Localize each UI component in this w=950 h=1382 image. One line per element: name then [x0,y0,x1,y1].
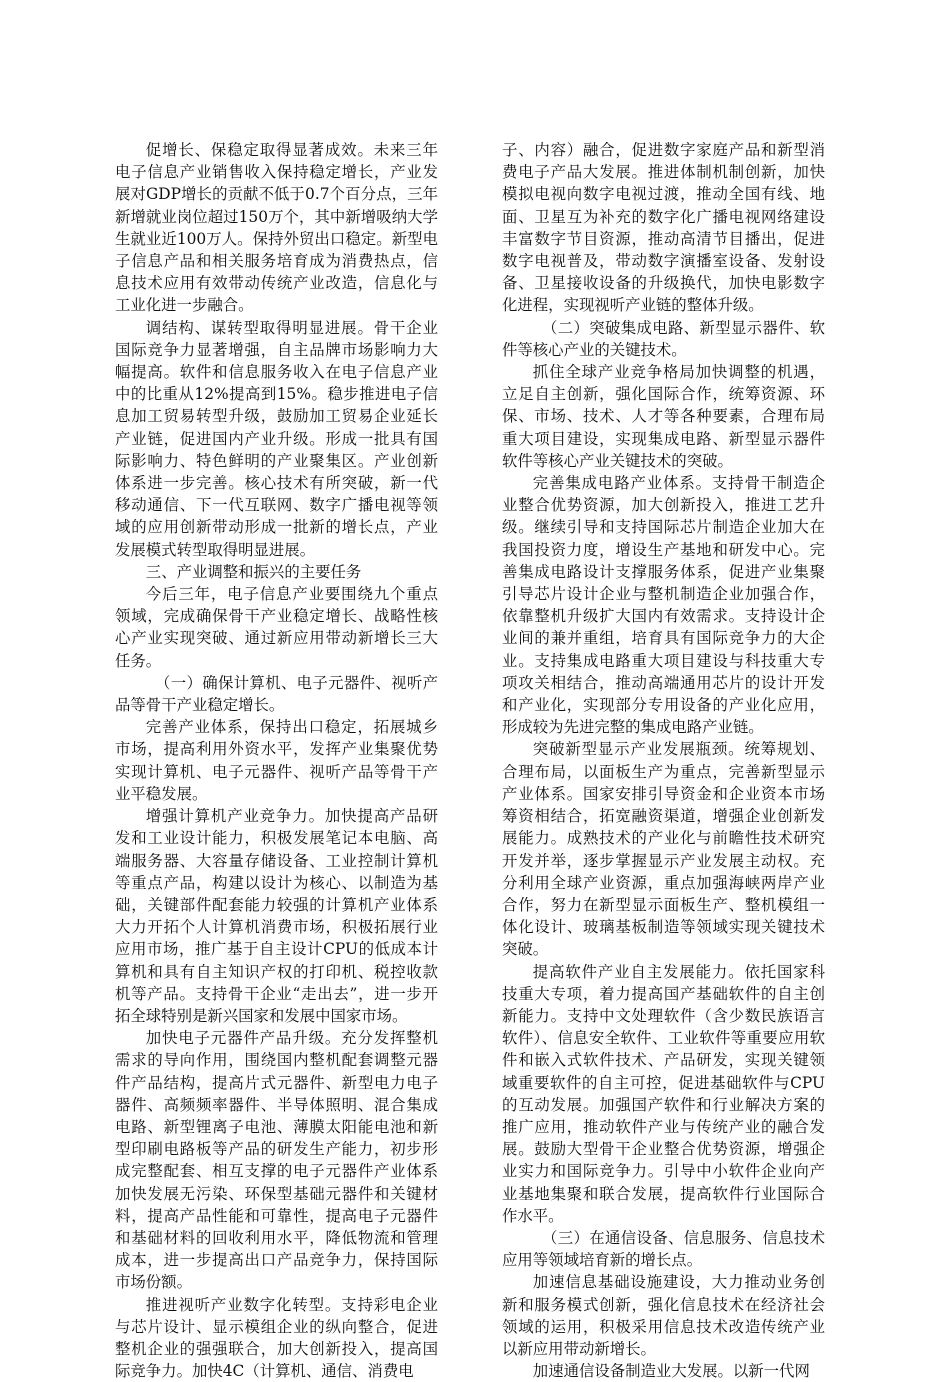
paragraph: 提高软件产业自主发展能力。依托国家科技重大专项，着力提高国产基础软件的自主创新能力。支持中文处理软件（含少数民族语言软件）、信息安全软件、工业软件等重要应用软件和嵌入式软件技术、产品研发，实现关键领域重要软件的自主可控，促进基础软件与CPU的互动发展。加强国产软件和行业解决方案的推广应用，推动软件产业与传统产业的融合发展。鼓励大型骨干企业整合优势资源，增强企业实力和国际竞争力。引导中小软件企业向产业基地集聚和联合发展，提高软件行业国际合作水平。 [502,962,825,1225]
paragraph: 促增长、保稳定取得显著成效。未来三年电子信息产业销售收入保持稳定增长，产业发展对GDP增长的贡献不低于0.7个百分点，三年新增就业岗位超过150万个，其中新增吸纳大学生就业近100万人。保持外贸出口稳定。新型电子信息产品和相关服务培育成为消费热点，信息技术应用有效带动传统产业改造，信息化与工业化进一步融合。 [115,141,438,315]
paragraph: 加快电子元器件产品升级。充分发挥整机需求的导向作用，围绕国内整机配套调整元器件产品结构，提高片式元器件、新型电力电子器件、高频频率器件、半导体照明、混合集成电路、新型锂离子电池、薄膜太阳能电池和新型印刷电路板等产品的研发生产能力，初步形成完整配套、相互支撑的电子元器件产业体系加快发展无污染、环保型基础元器件和关键材料，提高产品性能和可靠性，提高电子元器件和基础材料的回收利用水平，降低物流和管理成本，进一步提高出口产品竞争力，保持国际市场份额。 [115,1029,438,1292]
paragraph: 今后三年，电子信息产业要围绕九个重点领域，完成确保骨干产业稳定增长、战略性核心产业实现突破、通过新应用带动新增长三大任务。 [115,585,438,670]
paragraph: 完善产业体系，保持出口稳定，拓展城乡市场，提高利用外资水平，发挥产业集聚优势实现计算机、电子元器件、视听产品等骨干产业平稳发展。 [115,718,438,803]
right-text-column [502,139,825,1382]
subsection-heading: （三）在通信设备、信息服务、信息技术应用等领域培育新的增长点。 [502,1228,825,1270]
section-heading: 三、产业调整和振兴的主要任务 [145,562,362,581]
left-text-column [115,139,438,1382]
subsection-heading: （一）确保计算机、电子元器件、视听产品等骨干产业稳定增长。 [115,673,438,715]
paragraph: 突破新型显示产业发展瓶颈。统筹规划、合理布局，以面板生产为重点，完善新型显示产业体系。国家安排引导资金和企业资本市场筹资相结合，拓宽融资渠道，增强企业创新发展能力。成熟技术的产业化与前瞻性技术研究开发并举，逐步掌握显示产业发展主动权。充分利用全球产业资源，重点加强海峡两岸产业合作，努力在新型显示面板生产、整机模组一体化设计、玻璃基板制造等领域实现关键技术突破。 [502,740,825,959]
paragraph: 增强计算机产业竞争力。加快提高产品研发和工业设计能力，积极发展笔记本电脑、高端服务器、大容量存储设备、工业控制计算机等重点产品，构建以设计为核心、以制造为基础，关键部件配套能力较强的计算机产业体系大力开拓个人计算机消费市场，积极拓展行业应用市场，推广基于自主设计CPU的低成本计算机和具有自主知识产权的打印机、税控收款机等产品。支持骨干企业“走出去”，进一步开拓全球特别是新兴国家和发展中国家市场。 [115,807,438,1025]
paragraph: 加速信息基础设施建设，大力推动业务创新和服务模式创新，强化信息技术在经济社会领域的运用，积极采用信息技术改造传统产业以新应用带动新增长。 [502,1273,825,1358]
paragraph: 抓住全球产业竞争格局加快调整的机遇，立足自主创新，强化国际合作，统筹资源、环保、市场、技术、人才等各种要素，合理布局重大项目建设，实现集成电路、新型显示器件软件等核心产业关键技术的突破。 [502,363,825,470]
paragraph: 加速通信设备制造业大发展。以新一代网 [532,1362,810,1381]
paragraph: 调结构、谋转型取得明显进展。骨干企业国际竞争力显著增强，自主品牌市场影响力大幅提高。软件和信息服务收入在电子信息产业中的比重从12%提高到15%。稳步推进电子信息加工贸易转型升级，鼓励加工贸易企业延长产业链，促进国内产业升级。形成一批具有国际影响力、特色鲜明的产业聚集区。产业创新体系进一步完善。核心技术有所突破，新一代移动通信、下一代互联网、数字广播电视等领域的应用创新带动形成一批新的增长点，产业发展模式转型取得明显进展。 [115,318,438,559]
subsection-heading: （二）突破集成电路、新型显示器件、软件等核心产业的关键技术。 [502,318,825,359]
paragraph-continued: 子、内容）融合，促进数字家庭产品和新型消费电子产品大发展。推进体制机制创新，加快模拟电视向数字电视过渡，推动全国有线、地面、卫星互为补充的数字化广播电视网络建设丰富数字节目资源，推动高清节目播出，促进数字电视普及，带动数字演播室设备、发射设备、卫星接收设备的升级换代，加快电影数字化进程，实现视听产业链的整体升级。 [502,141,825,315]
paragraph: 完善集成电路产业体系。支持骨干制造企业整合优势资源，加大创新投入，推进工艺升级。继续引导和支持国际芯片制造企业加大在我国投资力度，增设生产基地和研发中心。完善集成电路设计支撑服务体系，促进产业集聚引导芯片设计企业与整机制造企业加强合作，依靠整机升级扩大国内有效需求。支持设计企业间的兼并重组，培育具有国际竞争力的大企业。支持集成电路重大项目建设与科技重大专项攻关相结合，推动高端通用芯片的设计开发和产业化，实现部分专用设备的产业化应用，形成较为先进完整的集成电路产业链。 [502,474,825,737]
paragraph: 推进视听产业数字化转型。支持彩电企业与芯片设计、显示模组企业的纵向整合，促进整机企业的强强联合，加大创新投入，提高国际竞争力。加快4C（计算机、通信、消费电 [115,1295,438,1381]
